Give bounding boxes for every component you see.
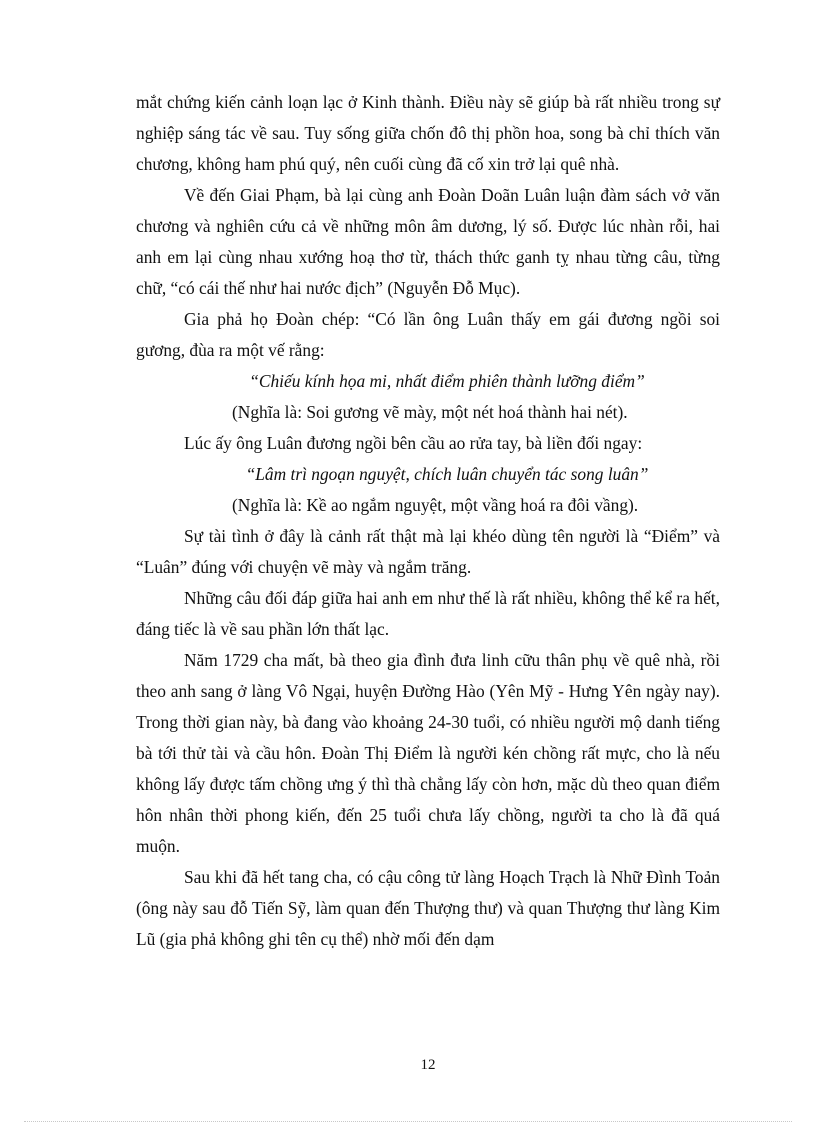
paragraph-6: Những câu đối đáp giữa hai anh em như thế là rất nhiều, không thể kể ra hết, đáng tiếc là về sau phần lớn thất lạc. (136, 588, 720, 639)
paragraph-3: Gia phả họ Đoàn chép: “Có lần ông Luân thấy em gái đương ngồi soi gương, đùa ra một vế rằng: (136, 309, 720, 360)
couplet-line-1: “Chiếu kính họa mi, nhất điểm phiên thành lưỡng điểm” (249, 371, 645, 391)
paragraph-2: Về đến Giai Phạm, bà lại cùng anh Đoàn Doãn Luân luận đàm sách vở văn chương và nghiên cứu cả về những môn âm dương, lý số. Được lúc nhàn rỗi, hai anh em lại cùng nhau xướng hoạ thơ từ, thách thức ganh tỵ nhau từng câu, từng chữ, “có cái thế như hai nước địch” (Nguyễn Đỗ Mục). (136, 185, 720, 298)
paragraph-8: Sau khi đã hết tang cha, có cậu công tử làng Hoạch Trạch là Nhữ Đình Toản (ông này sau đỗ Tiến Sỹ, làm quan đến Thượng thư) và quan Thượng thư làng Kim Lũ (gia phả không ghi tên cụ thể) nhờ mối đến dạm (136, 867, 720, 949)
paragraph-4: Lúc ấy ông Luân đương ngồi bên cầu ao rửa tay, bà liền đối ngay: (184, 433, 643, 453)
page-edge-divider (24, 1121, 792, 1122)
paragraph-5: Sự tài tình ở đây là cảnh rất thật mà lại khéo dùng tên người là “Điểm” và “Luân” đúng với chuyện vẽ mày và ngắm trăng. (136, 526, 720, 577)
couplet-gloss-2: (Nghĩa là: Kề ao ngắm nguyệt, một vầng hoá ra đôi vầng). (232, 495, 639, 515)
paragraph-7: Năm 1729 cha mất, bà theo gia đình đưa linh cữu thân phụ về quê nhà, rồi theo anh sang ở làng Vô Ngại, huyện Đường Hào (Yên Mỹ - Hưng Yên ngày nay). Trong thời gian này, bà đang vào khoảng 24-30 tuổi, có nhiều người mộ danh tiếng bà tới thử tài và cầu hôn. Đoàn Thị Điểm là người kén chồng rất mực, cho là nếu không lấy được tấm chồng ưng ý thì thà chẳng lấy còn hơn, mặc dù theo quan điểm hôn nhân thời phong kiến, đến 25 tuổi chưa lấy chồng, người ta cho là đã quá muộn. (136, 650, 720, 856)
page-number: 12 (420, 1057, 436, 1073)
couplet-line-2: “Lâm trì ngoạn nguyệt, chích luân chuyển tác song luân” (245, 464, 649, 484)
paragraph-1: mắt chứng kiến cảnh loạn lạc ở Kinh thành. Điều này sẽ giúp bà rất nhiều trong sự nghiệp sáng tác về sau. Tuy sống giữa chốn đô thị phồn hoa, song bà chỉ thích văn chương, không ham phú quý, nên cuối cùng đã cố xin trở lại quê nhà. (136, 92, 720, 174)
document-body (136, 87, 720, 955)
couplet-gloss-1: (Nghĩa là: Soi gương vẽ mày, một nét hoá thành hai nét). (232, 402, 628, 422)
